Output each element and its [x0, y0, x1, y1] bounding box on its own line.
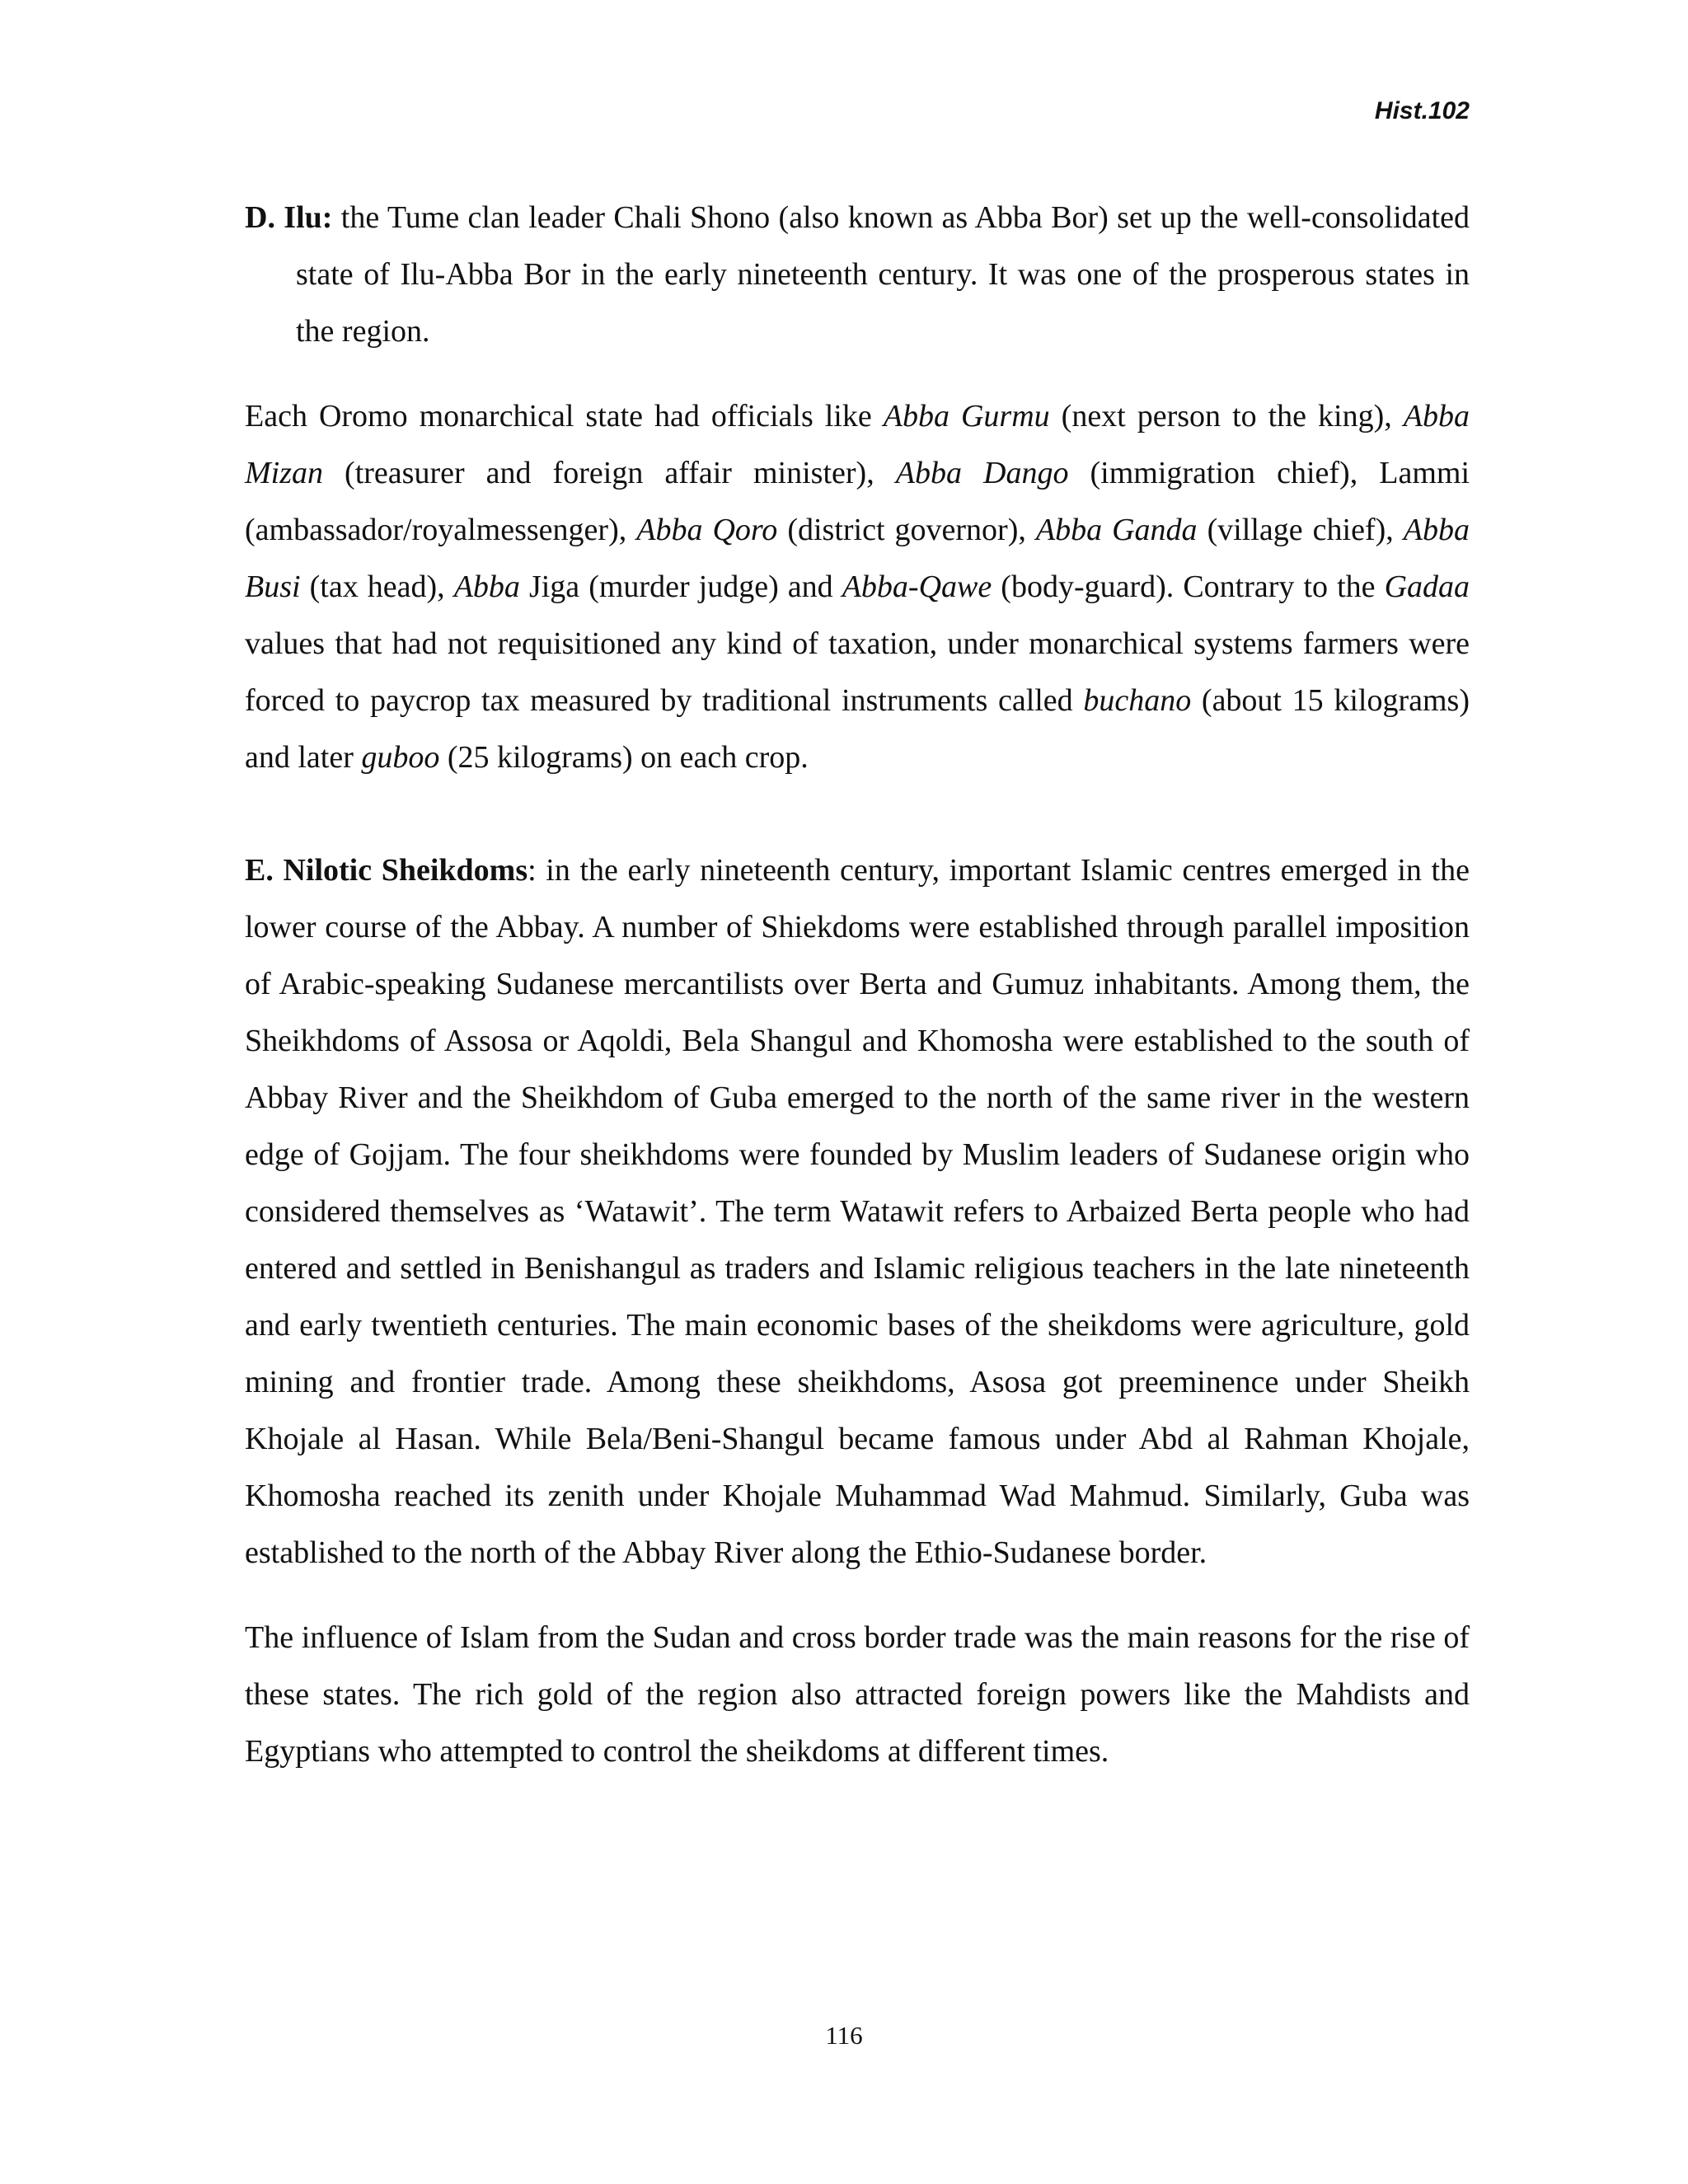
- term-abba-gurmu: Abba Gurmu: [883, 399, 1050, 434]
- term-abba-busi: Abba Busi: [245, 513, 1470, 604]
- page-body: [245, 190, 1470, 1780]
- paragraph-influence: [245, 1610, 1470, 1780]
- officials-text-7: (tax head),: [300, 569, 454, 604]
- officials-text-10: values that had not requisitioned any kind of taxation, under monarchical systems farmers were forced to paycrop tax measured by traditional instruments called: [245, 626, 1470, 718]
- term-guboo: guboo: [361, 740, 440, 775]
- officials-text-1: Each Oromo monarchical state had officials like: [245, 399, 884, 434]
- term-abba-qawe: Abba-Qawe: [842, 569, 992, 604]
- term-abba-dango: Abba Dango: [895, 456, 1069, 490]
- term-abba-qoro: Abba Qoro: [636, 513, 778, 547]
- officials-text-2: (next person to the king),: [1049, 399, 1404, 434]
- term-abba-ganda: Abba Ganda: [1035, 513, 1198, 547]
- nilotic-heading: E. Nilotic Sheikdoms: [245, 853, 528, 888]
- page-number: 116: [825, 2021, 863, 2050]
- ilu-text: the Tume clan leader Chali Shono (also known as Abba Bor) set up the well-consolidated state of Ilu-Abba Bor in the early nineteenth century. It was one of the prosperous states in the region.: [296, 200, 1470, 349]
- ilu-heading: D. Ilu:: [245, 200, 333, 235]
- officials-text-11: (about 15 kilograms) and later: [245, 683, 1470, 775]
- influence-text: The influence of Islam from the Sudan and cross border trade was the main reasons for the rise of these states. The rich gold of the region also attracted foreign powers like the Mahdists and Egyptians who attempted to control the sheikdoms at different times.: [245, 1620, 1470, 1769]
- term-abba-mizan: Abba Mizan: [245, 399, 1470, 490]
- paragraph-nilotic-sheikdoms: [245, 842, 1470, 1582]
- officials-text-8: Jiga (murder judge) and: [519, 569, 842, 604]
- paragraph-ilu: [245, 190, 1470, 360]
- officials-text-9: (body-guard). Contrary to the: [992, 569, 1385, 604]
- term-abba: Abba: [453, 569, 520, 604]
- officials-text-4: (immigration chief), Lammi (ambassador/royalmessenger),: [245, 456, 1470, 547]
- officials-text-12: (25 kilograms) on each crop.: [439, 740, 809, 775]
- term-buchano: buchano: [1083, 683, 1192, 718]
- paragraph-officials: [245, 388, 1470, 786]
- officials-text-5: (district governor),: [777, 513, 1036, 547]
- page-header: Hist.102: [1374, 97, 1470, 124]
- nilotic-text: : in the early nineteenth century, important Islamic centres emerged in the lower course of the Abbay. A number of Shiekdoms were established through parallel imposition of Arabic-speaking Sudanese mercantilists over Berta and Gumuz inhabitants. Among them, the Sheikhdoms of Assosa or Aqoldi, Bela Shangul and Khomosha were established to the south of Abbay River and the Sheikhdom of Guba emerged to the north of the same river in the western edge of Gojjam. The four sheikhdoms were founded by Muslim leaders of Sudanese origin who considered themselves as ‘Watawit’. The term Watawit refers to Arbaized Berta people who had entered and settled in Benishangul as traders and Islamic religious teachers in the late nineteenth and early twentieth centuries. The main economic bases of the sheikdoms were agriculture, gold mining and frontier trade. Among these sheikhdoms, Asosa got preeminence under Sheikh Khojale al Hasan. While Bela/Beni-Shangul became famous under Abd al Rahman Khojale, Khomosha reached its zenith under Khojale Muhammad Wad Mahmud. Similarly, Guba was established to the north of the Abbay River along the Ethio-Sudanese border.: [245, 853, 1470, 1570]
- officials-text-3: (treasurer and foreign affair minister),: [323, 456, 896, 490]
- term-gadaa: Gadaa: [1384, 569, 1470, 604]
- officials-text-6: (village chief),: [1197, 513, 1404, 547]
